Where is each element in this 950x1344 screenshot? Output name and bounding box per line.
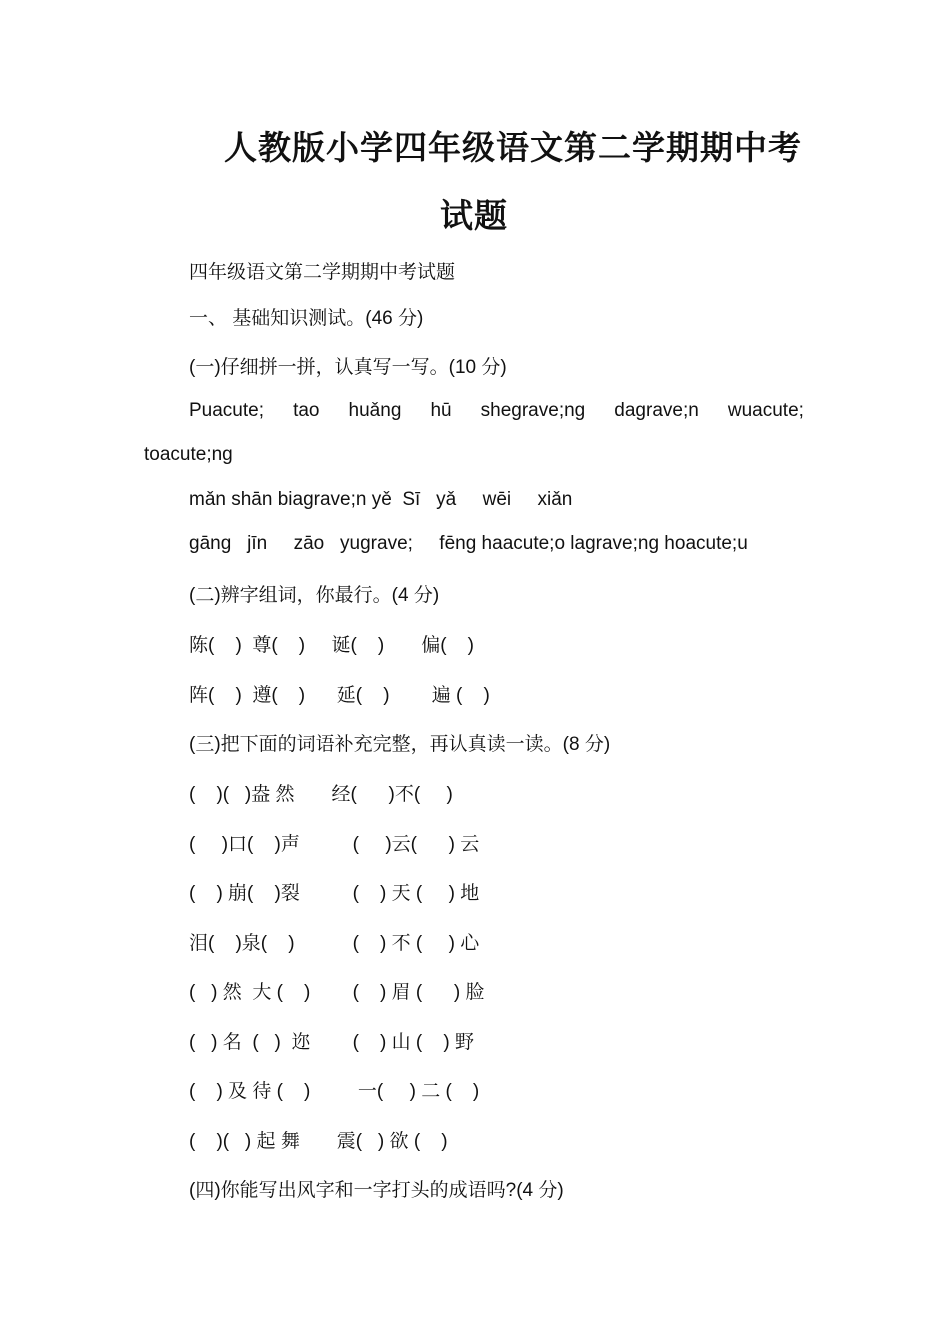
pinyin-row-1-continued: toacute;ng bbox=[144, 444, 233, 465]
part3-row: ( )口( )声 ( )云( ) 云 bbox=[189, 834, 480, 855]
part2-heading: (二)辨字组词，你最行。(4 分) bbox=[189, 585, 440, 606]
pinyin-row-2: mǎn shān biagrave;n yě Sī yǎ wēi xiǎn bbox=[189, 489, 573, 510]
pinyin-word: huǎng bbox=[348, 400, 402, 421]
part2-row-1: 陈( ) 尊( ) 诞( ) 偏( ) bbox=[189, 635, 474, 656]
pinyin-word: tao bbox=[293, 400, 320, 421]
part3-row: ( )( ) 起 舞 震( ) 欲 ( ) bbox=[189, 1131, 448, 1152]
part3-row: 泪( )泉( ) ( ) 不 ( ) 心 bbox=[189, 933, 480, 954]
pinyin-row-1 bbox=[189, 400, 804, 422]
part3-row: ( ) 名 ( ) 迩 ( ) 山 ( ) 野 bbox=[189, 1032, 474, 1053]
pinyin-word: wuacute; bbox=[727, 400, 804, 421]
document-title-continued: 试题 bbox=[440, 196, 508, 235]
part1-heading: (一)仔细拼一拼，认真写一写。(10 分) bbox=[189, 357, 507, 378]
pinyin-word: hū bbox=[430, 400, 452, 421]
part2-row-2: 阵( ) 遵( ) 延( ) 遍 ( ) bbox=[189, 685, 490, 706]
part3-row: ( ) 崩( )裂 ( ) 天 ( ) 地 bbox=[189, 883, 480, 904]
pinyin-word: Puacute; bbox=[189, 400, 264, 421]
pinyin-word: dagrave;n bbox=[614, 400, 699, 421]
part3-row: ( ) 然 大 ( ) ( ) 眉 ( ) 脸 bbox=[189, 982, 485, 1003]
pinyin-word: shegrave;ng bbox=[480, 400, 586, 421]
part3-row: ( ) 及 待 ( ) 一( ) 二 ( ) bbox=[189, 1081, 480, 1102]
part4-heading: (四)你能写出风字和一字打头的成语吗?(4 分) bbox=[189, 1180, 564, 1201]
document-title: 人教版小学四年级语文第二学期期中考 bbox=[224, 128, 802, 167]
subtitle: 四年级语文第二学期期中考试题 bbox=[189, 262, 456, 283]
part3-heading: (三)把下面的词语补充完整，再认真读一读。(8 分) bbox=[189, 734, 611, 755]
part3-row: ( )( )盎 然 经( )不( ) bbox=[189, 784, 453, 805]
pinyin-row-3: gāng jīn zāo yugrave; fēng haacute;o lagrave;ng hoacute;u bbox=[189, 533, 748, 554]
section-heading: 一、 基础知识测试。(46 分) bbox=[189, 308, 424, 329]
